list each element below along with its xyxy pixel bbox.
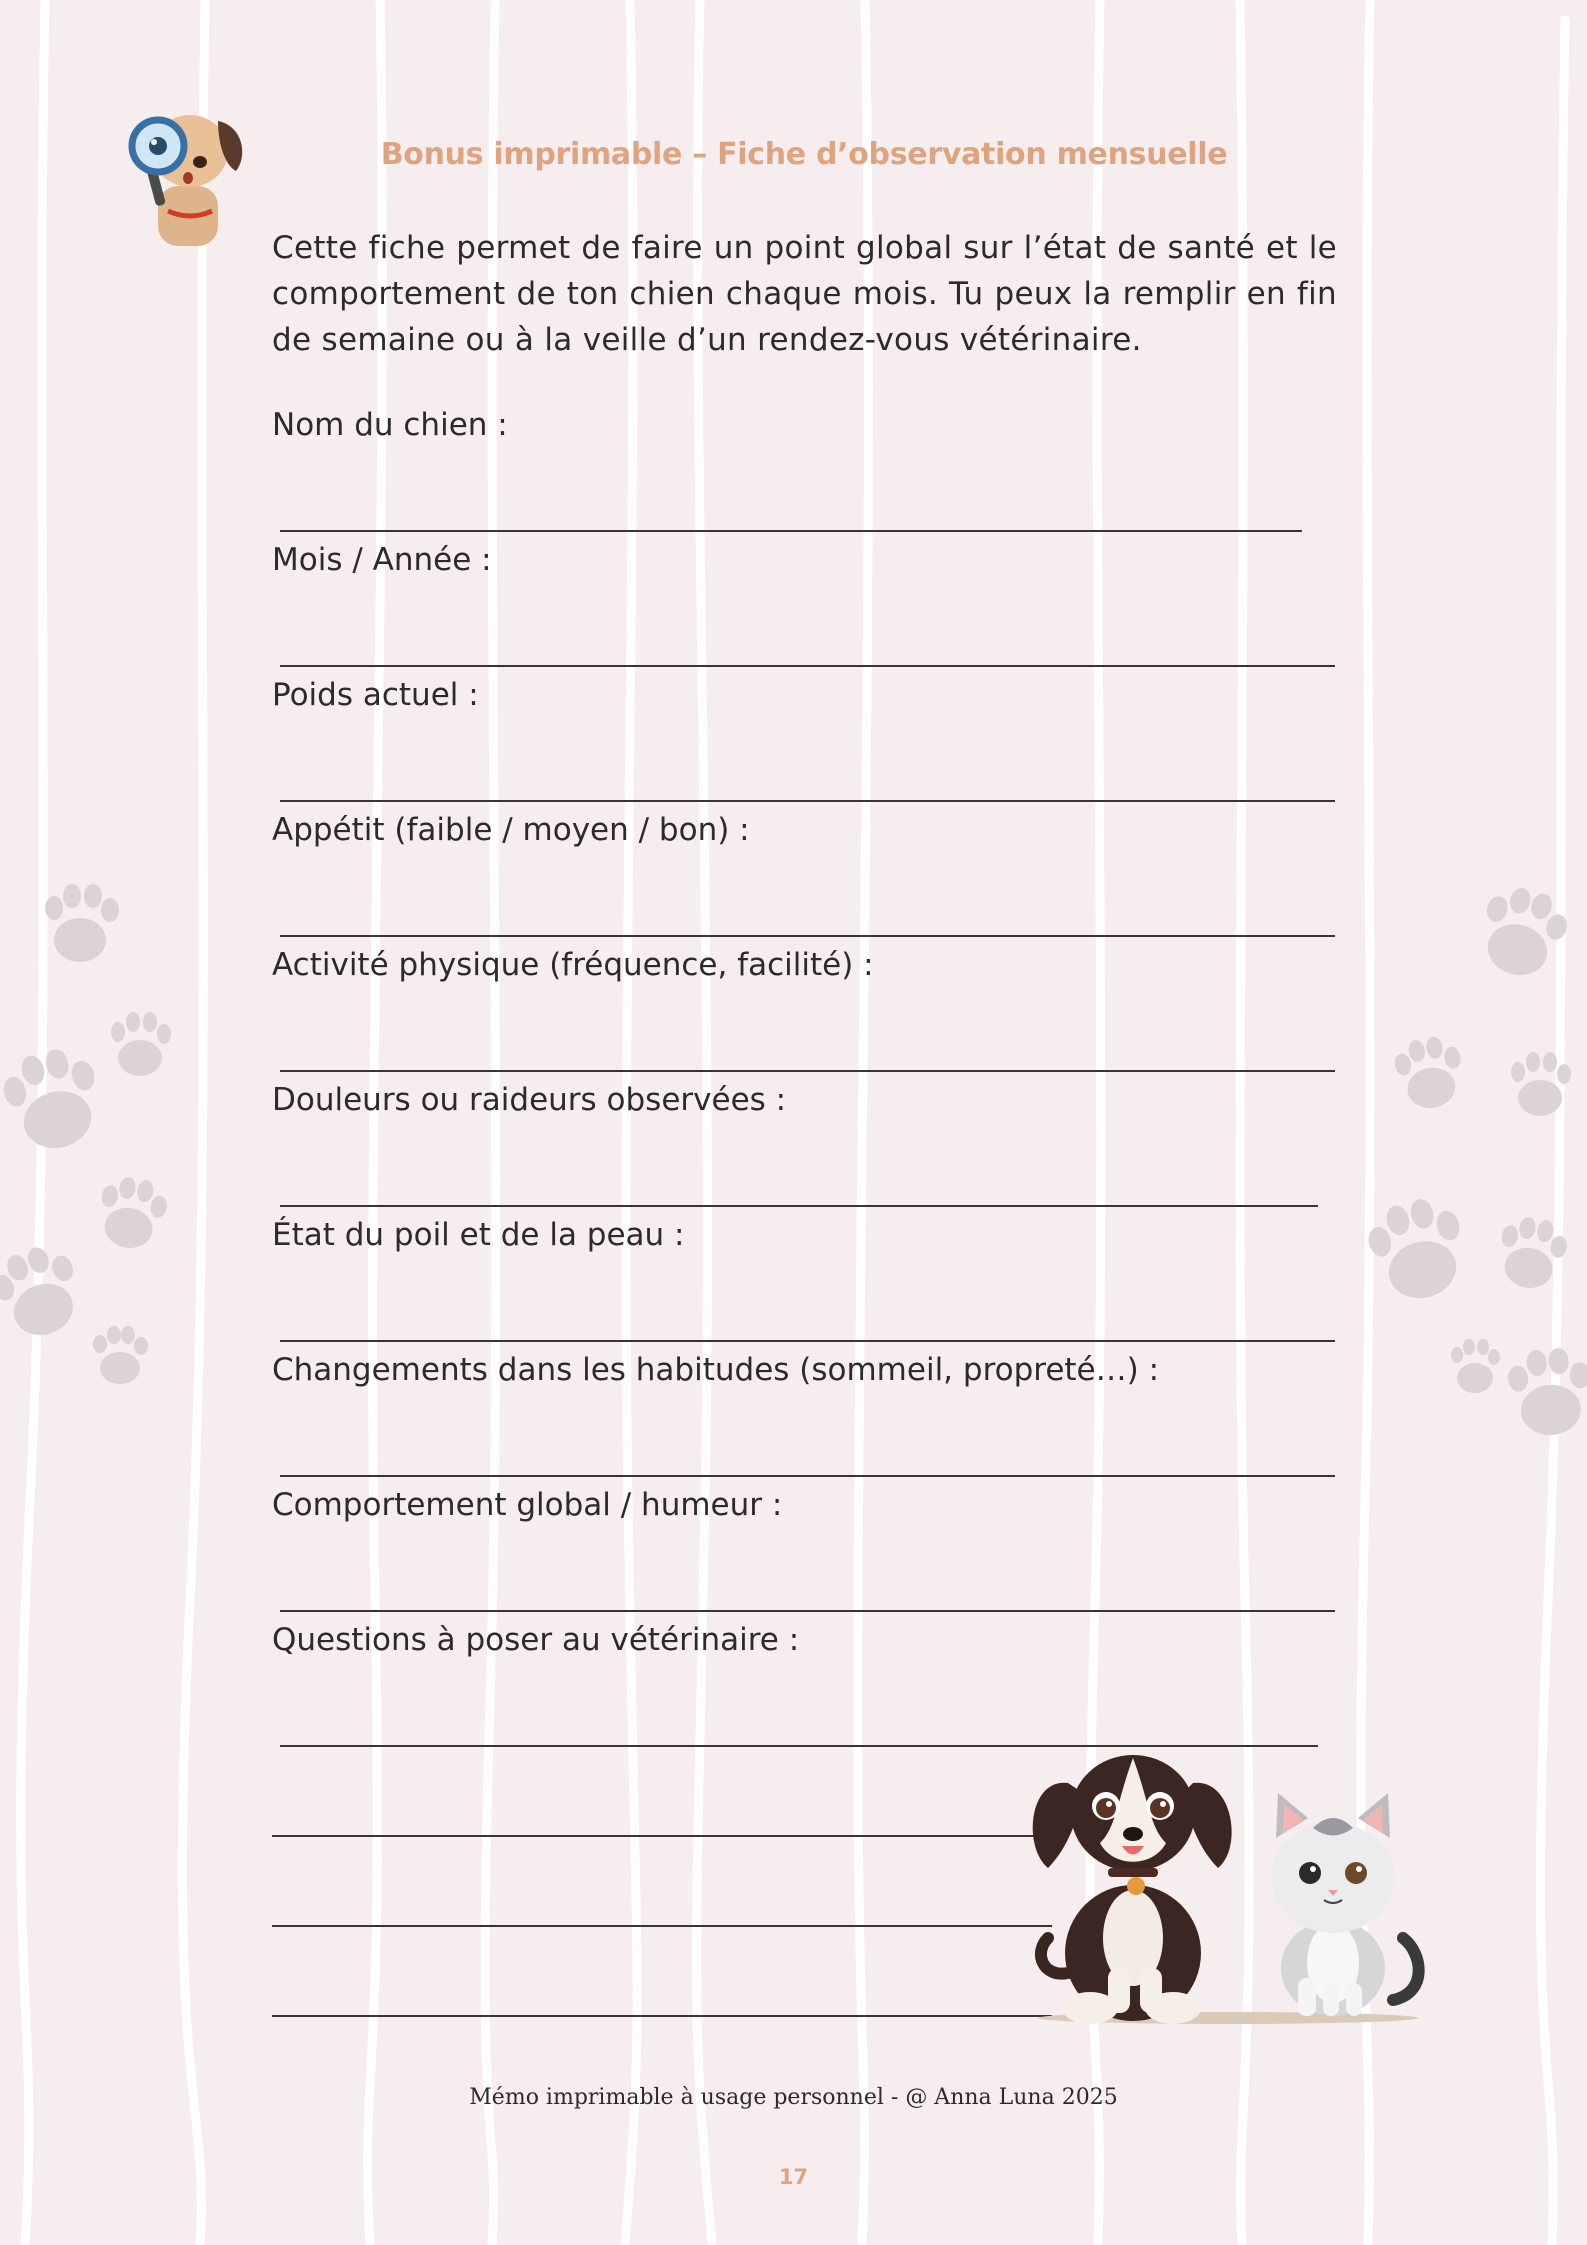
paw-prints-left bbox=[0, 884, 171, 1384]
field-label: Changements dans les habitudes (sommeil, propreté…) : bbox=[272, 1352, 1160, 1388]
answer-line[interactable] bbox=[280, 665, 1335, 667]
answer-line[interactable] bbox=[280, 1070, 1335, 1072]
paw-prints-right bbox=[1361, 880, 1587, 1438]
answer-line[interactable] bbox=[280, 1340, 1335, 1342]
intro-paragraph: Cette fiche permet de faire un point global sur l’état de santé et le comportement de ton chien chaque mois. Tu peux la remplir en fin de semaine ou à la veille d’un rendez-vous vétérinaire. bbox=[272, 230, 1337, 358]
field-label: Activité physique (fréquence, facilité) : bbox=[272, 947, 874, 983]
field-label: Questions à poser au vétérinaire : bbox=[272, 1622, 800, 1658]
answer-line[interactable] bbox=[272, 1925, 1052, 1927]
answer-line[interactable] bbox=[280, 800, 1335, 802]
field-label: État du poil et de la peau : bbox=[272, 1217, 685, 1253]
dog-with-magnifier-icon bbox=[118, 96, 258, 246]
field-label: Mois / Année : bbox=[272, 542, 492, 578]
page-number: 17 bbox=[778, 2165, 809, 2189]
field-label: Poids actuel : bbox=[272, 677, 479, 713]
page-title: Bonus imprimable – Fiche d’observation mensuelle bbox=[380, 137, 1228, 172]
puppy-and-kitten-icon bbox=[1028, 1738, 1428, 2028]
answer-line[interactable] bbox=[272, 2015, 1052, 2017]
field-label: Douleurs ou raideurs observées : bbox=[272, 1082, 787, 1118]
field-label: Nom du chien : bbox=[272, 407, 508, 443]
footer-credit: Mémo imprimable à usage personnel - @ Anna Luna 2025 bbox=[469, 2085, 1118, 2110]
answer-line[interactable] bbox=[280, 530, 1302, 532]
answer-line[interactable] bbox=[280, 1610, 1335, 1612]
field-label: Appétit (faible / moyen / bon) : bbox=[272, 812, 750, 848]
field-label: Comportement global / humeur : bbox=[272, 1487, 783, 1523]
answer-line[interactable] bbox=[280, 935, 1335, 937]
answer-line[interactable] bbox=[280, 1475, 1335, 1477]
answer-line[interactable] bbox=[280, 1205, 1318, 1207]
answer-line[interactable] bbox=[272, 1835, 1052, 1837]
